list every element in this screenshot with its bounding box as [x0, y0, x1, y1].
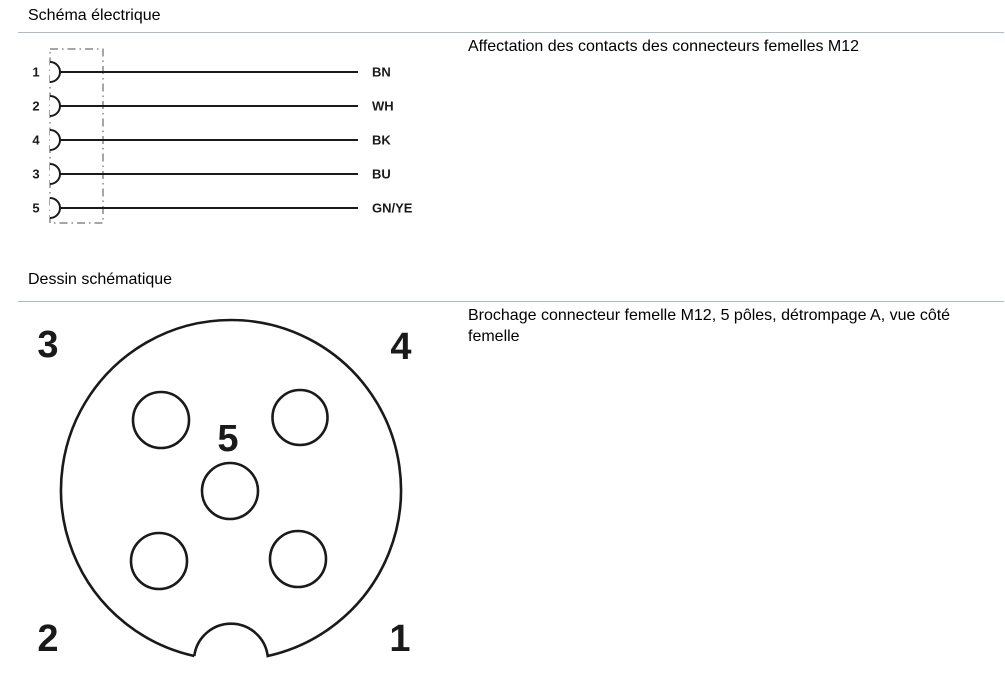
section-heading-schematic: Dessin schématique — [28, 271, 173, 288]
pin-number-label: 1 — [32, 64, 40, 80]
wire-color-label: BN — [372, 64, 391, 80]
connector-pin-number-top-left: 3 — [37, 324, 59, 366]
connector-pin-number-bottom-right: 1 — [389, 618, 411, 660]
wiring-row — [32, 96, 393, 116]
pin-hole-center — [202, 463, 258, 519]
wire-color-label: BK — [372, 132, 391, 148]
pin-hole-bottom-right — [270, 531, 326, 587]
wiring-row — [32, 164, 390, 184]
pin-number-label: 4 — [32, 132, 40, 148]
wire-color-label: GN/YE — [372, 200, 413, 216]
pin-hole-top-right — [273, 390, 328, 445]
wire-color-label: BU — [372, 166, 391, 182]
pin-contact-arc — [50, 198, 60, 218]
connector-pin-number-bottom-left: 2 — [37, 618, 59, 660]
wire-color-label: WH — [372, 98, 394, 114]
pin-contact-arc — [50, 164, 60, 184]
wiring-row — [32, 198, 412, 218]
connector-pin-number-top-right: 4 — [390, 326, 412, 368]
pin-contact-arc — [50, 96, 60, 116]
pin-contact-arc — [50, 62, 60, 82]
section-divider-line — [18, 301, 1004, 302]
pin-hole-bottom-left — [131, 533, 187, 589]
wiring-diagram — [0, 38, 460, 248]
connector-face-drawing — [0, 305, 460, 682]
section-heading-electrical: Schéma électrique — [28, 7, 161, 24]
pin-contact-arc — [50, 130, 60, 150]
pin-number-label: 5 — [32, 200, 40, 216]
connector-pin-number-center: 5 — [217, 418, 239, 460]
wiring-row — [32, 130, 391, 150]
caption-schematic: Brochage connecteur femelle M12, 5 pôles, détrompage A, vue côté femelle — [468, 307, 951, 345]
pin-hole-top-left — [133, 392, 189, 448]
section-divider-line — [18, 32, 1004, 33]
pin-number-label: 2 — [32, 98, 40, 114]
pin-number-label: 3 — [32, 166, 40, 182]
caption-electrical: Affectation des contacts des connecteurs femelles M12 — [468, 38, 860, 55]
wiring-row — [32, 62, 390, 82]
